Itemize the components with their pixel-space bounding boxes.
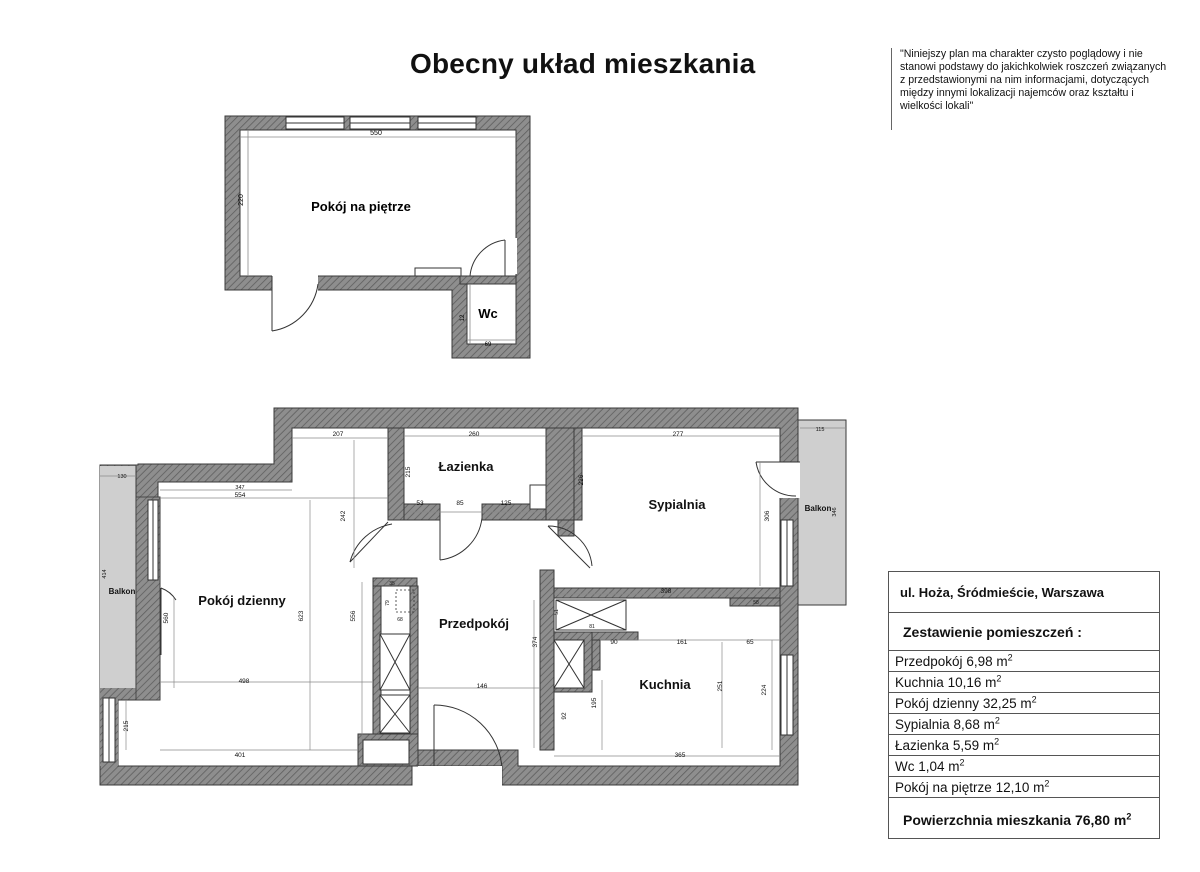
dim-146: 146	[476, 683, 488, 690]
dim-207: 207	[332, 431, 344, 438]
row-room-name: Łazienka	[895, 738, 950, 753]
wc-door	[470, 240, 505, 276]
row-room-name: Sypialnia	[895, 717, 954, 732]
disclaimer-note: "Niniejszy plan ma charakter czysto poglądowy i nie stanowi podstawy do jakichkolwiek roszczeń związanych z przedstawionymi na nim informacjami, dotyczących między innymi lokalizacji najemców oraz kształtu i wielkości lokali"	[891, 48, 1170, 130]
dim-498: 498	[238, 678, 250, 685]
dim-242: 242	[340, 510, 347, 522]
dim-161: 161	[676, 639, 688, 646]
summary-heading: Zestawienie pomieszczeń :	[889, 613, 1159, 651]
dim-398: 398	[660, 588, 672, 595]
upper-dimension-lines	[240, 130, 516, 344]
row-room-name: Pokój dzienny	[895, 696, 980, 711]
dim-58: 58	[753, 600, 759, 606]
dim-215b: 215	[123, 720, 130, 732]
dim-260: 260	[468, 431, 480, 438]
dim-277: 277	[672, 431, 684, 438]
total-area-exponent: 2	[1126, 811, 1132, 822]
dim-85: 85	[456, 500, 464, 507]
dim-68: 68	[397, 617, 403, 623]
row-area-exponent: 2	[1007, 652, 1013, 663]
dim-130: 130	[117, 474, 127, 480]
dim-53: 53	[416, 500, 424, 507]
room-label-lazienka: Łazienka	[438, 459, 494, 474]
summary-rows	[889, 651, 1159, 798]
dim-upper-550: 550	[370, 130, 382, 137]
dim-65: 65	[746, 639, 754, 646]
dim-560: 560	[163, 612, 170, 624]
room-label-pokoj-dzienny: Pokój dzienny	[198, 593, 286, 608]
row-room-area: 32,25 m	[982, 696, 1032, 711]
room-summary-table	[888, 571, 1160, 839]
room-label-balkon-left: Balkon	[108, 587, 136, 596]
row-area-exponent: 2	[994, 736, 1000, 747]
dim-35: 35	[389, 581, 395, 587]
room-label-pokoj-na-pietrze: Pokój na piętrze	[311, 199, 411, 214]
summary-row	[889, 735, 1159, 756]
upper-floor-walls	[225, 116, 530, 358]
dim-556: 556	[350, 610, 357, 622]
dim-upper-220: 220	[238, 194, 245, 206]
dim-414: 414	[102, 569, 108, 579]
room-label-balkon-right: Balkon	[804, 504, 832, 513]
dim-79: 79	[385, 600, 391, 606]
room-label-kuchnia: Kuchnia	[639, 677, 691, 692]
dim-195: 195	[591, 697, 598, 709]
room-label-wc: Wc	[478, 306, 498, 321]
dim-90: 90	[610, 639, 618, 646]
room-label-sypialnia: Sypialnia	[648, 497, 706, 512]
dim-306: 306	[764, 510, 771, 522]
dim-51: 51	[554, 609, 560, 615]
row-area-exponent: 2	[959, 757, 965, 768]
row-area-exponent: 2	[994, 715, 1000, 726]
row-area-exponent: 2	[996, 673, 1002, 684]
row-room-area: 8,68 m	[953, 717, 995, 732]
row-room-name: Wc	[895, 759, 915, 774]
dim-wc-12: 12	[460, 314, 466, 322]
room-label-przedpokoj: Przedpokój	[438, 616, 510, 631]
row-room-area: 1,04 m	[918, 759, 960, 774]
row-room-area: 6,98 m	[966, 654, 1008, 669]
summary-row	[889, 714, 1159, 735]
plan-title: Obecny układ mieszkania	[410, 48, 756, 79]
dim-347: 347	[235, 485, 245, 491]
summary-row	[889, 756, 1159, 777]
summary-row	[889, 693, 1159, 714]
interior-walls	[358, 428, 780, 766]
upper-floor-plan	[225, 116, 530, 358]
dim-wc-69: 69	[484, 342, 492, 348]
summary-row	[889, 777, 1159, 798]
dim-81: 81	[589, 624, 595, 630]
dim-623: 623	[298, 610, 305, 622]
dim-346: 346	[832, 507, 838, 517]
dim-554: 554	[234, 492, 246, 499]
summary-row	[889, 651, 1159, 672]
total-area-label: Powierzchnia mieszkania 76,80 m	[903, 812, 1127, 828]
dim-92: 92	[561, 712, 568, 720]
dim-365: 365	[674, 752, 686, 759]
row-room-name: Przedpokój	[895, 654, 963, 669]
dim-215a: 215	[405, 466, 412, 478]
row-room-name: Pokój na piętrze	[895, 780, 992, 795]
address-label: ul. Hoża, Śródmieście, Warszawa	[889, 572, 1159, 613]
total-area	[889, 805, 1159, 840]
dim-125: 125	[500, 500, 512, 507]
summary-row	[889, 672, 1159, 693]
upper-windows	[286, 117, 476, 129]
row-area-exponent: 2	[1044, 778, 1050, 789]
dim-251: 251	[717, 680, 724, 692]
row-room-name: Kuchnia	[895, 675, 944, 690]
row-room-area: 10,16 m	[947, 675, 997, 690]
dim-401: 401	[234, 752, 246, 759]
dim-224: 224	[761, 684, 768, 696]
row-area-exponent: 2	[1031, 694, 1037, 705]
dim-226: 226	[578, 474, 585, 486]
row-room-area: 5,59 m	[952, 738, 995, 753]
lower-floor-plan	[100, 408, 846, 786]
row-room-area: 12,10 m	[995, 780, 1045, 795]
dim-115: 115	[815, 427, 825, 433]
dim-374: 374	[532, 636, 539, 648]
